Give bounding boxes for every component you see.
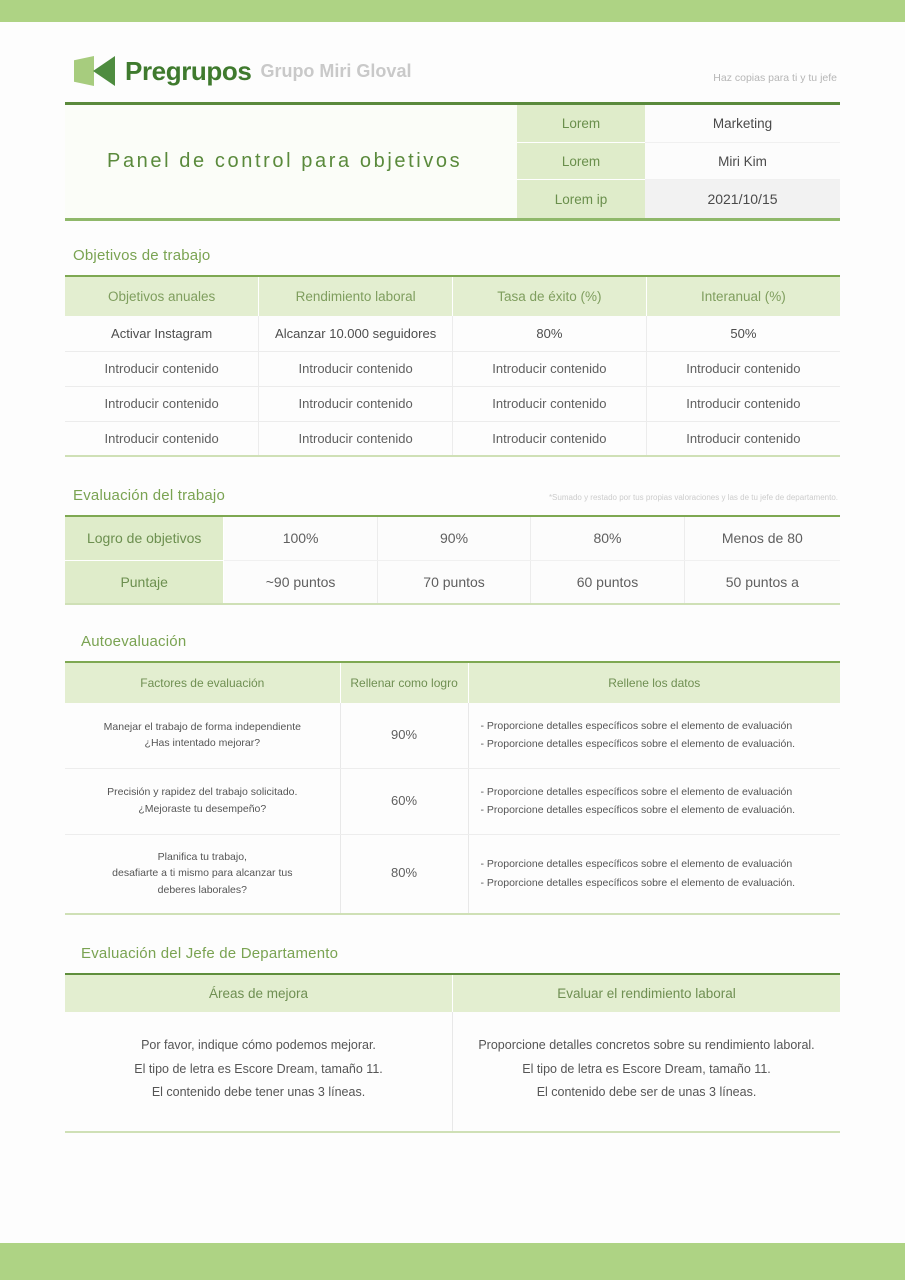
column-header: Interanual (%) [646, 276, 840, 316]
table-cell[interactable]: Introducir contenido [65, 421, 259, 456]
table-cell[interactable]: 80% [453, 316, 647, 351]
meta-key: Lorem [517, 105, 645, 143]
column-header: Rellene los datos [468, 662, 840, 703]
column-header: Factores de evaluación [65, 662, 340, 703]
table-cell[interactable]: 60 puntos [531, 560, 684, 604]
performance-eval-cell[interactable] [453, 1012, 841, 1132]
meta-value[interactable]: Miri Kim [645, 143, 840, 181]
table-cell[interactable]: 90% [377, 516, 530, 560]
section-heading-row [65, 487, 840, 504]
meta-value-date[interactable]: 2021/10/15 [645, 180, 840, 218]
factor-line: Manejar el trabajo de forma independiente [103, 720, 301, 733]
table-cell[interactable]: Introducir contenido [453, 351, 647, 386]
factor-line: desafiarte a ti mismo para alcanzar tus [112, 867, 293, 880]
content-line: Proporcione detalles concretos sobre su rendimiento laboral. [478, 1037, 815, 1052]
column-header: Evaluar el rendimiento laboral [453, 974, 841, 1012]
table-cell[interactable]: ~90 puntos [224, 560, 377, 604]
meta-row [517, 105, 840, 143]
section-heading-boss-eval: Evaluación del Jefe de Departamento [81, 944, 339, 962]
table-cell[interactable]: 70 puntos [377, 560, 530, 604]
meta-table [517, 105, 840, 218]
section-heading-work-eval: Evaluación del trabajo [73, 487, 225, 504]
table-row [65, 1012, 840, 1132]
meta-key: Lorem [517, 143, 645, 181]
table-row [65, 421, 840, 456]
achievement-value[interactable]: 90% [340, 703, 468, 768]
table-cell[interactable]: Introducir contenido [453, 421, 647, 456]
detail-line: - Proporcione detalles específicos sobre el elemento de evaluación [480, 858, 793, 871]
document-body [0, 22, 905, 1243]
content-line: El tipo de letra es Escore Dream, tamaño 11. [522, 1061, 771, 1076]
table-cell[interactable]: Menos de 80 [684, 516, 840, 560]
evaluation-details[interactable] [468, 703, 840, 768]
meta-row [517, 180, 840, 218]
meta-value[interactable]: Marketing [645, 105, 840, 143]
factor-line: ¿Mejoraste tu desempeño? [138, 803, 267, 816]
work-eval-table [65, 515, 840, 605]
table-cell[interactable]: 80% [531, 516, 684, 560]
evaluation-details[interactable] [468, 834, 840, 914]
section-goals [65, 247, 840, 457]
detail-line: - Proporcione detalles específicos sobre el elemento de evaluación. [480, 876, 796, 889]
table-cell[interactable]: Introducir contenido [259, 386, 453, 421]
table-cell[interactable]: 50 puntos a [684, 560, 840, 604]
table-cell[interactable]: 100% [224, 516, 377, 560]
brand-header [65, 22, 840, 88]
brand-subtitle: Grupo Miri Gloval [260, 60, 412, 81]
detail-line: - Proporcione detalles específicos sobre el elemento de evaluación [480, 785, 793, 798]
table-row [65, 386, 840, 421]
table-row [65, 834, 840, 914]
table-cell[interactable]: Introducir contenido [259, 421, 453, 456]
meta-key: Lorem ip [517, 180, 645, 218]
table-cell[interactable]: 50% [646, 316, 840, 351]
evaluation-details[interactable] [468, 768, 840, 834]
evaluation-factor[interactable] [65, 768, 340, 834]
table-cell[interactable]: Introducir contenido [453, 386, 647, 421]
table-row [65, 560, 840, 604]
section-heading-self-eval: Autoevaluación [81, 633, 187, 650]
improvement-areas-cell[interactable] [65, 1012, 453, 1132]
table-row [65, 768, 840, 834]
table-cell[interactable]: Alcanzar 10.000 seguidores [259, 316, 453, 351]
factor-line: Precisión y rapidez del trabajo solicitado. [107, 786, 298, 799]
column-header: Tasa de éxito (%) [453, 276, 647, 316]
column-header: Áreas de mejora [65, 974, 453, 1012]
table-header-row [65, 276, 840, 316]
detail-line: - Proporcione detalles específicos sobre el elemento de evaluación. [480, 738, 796, 751]
top-accent-bar [0, 0, 905, 22]
section-boss-eval [65, 945, 840, 1133]
detail-line: - Proporcione detalles específicos sobre el elemento de evaluación. [480, 804, 796, 817]
detail-line: - Proporcione detalles específicos sobre el elemento de evaluación [480, 720, 793, 732]
self-eval-table [65, 661, 840, 915]
table-cell[interactable]: Introducir contenido [646, 351, 840, 386]
table-cell[interactable]: Activar Instagram [65, 316, 259, 351]
table-row [65, 351, 840, 386]
brand-name: Pregrupos [125, 56, 252, 86]
evaluation-factor[interactable] [65, 834, 340, 914]
bottom-accent-bar [0, 1243, 905, 1280]
content-line: Por favor, indique cómo podemos mejorar. [141, 1037, 376, 1052]
boss-eval-table [65, 973, 840, 1133]
section-self-eval [65, 633, 840, 915]
section-heading-goals: Objetivos de trabajo [73, 247, 211, 264]
table-row [65, 516, 840, 560]
table-cell[interactable]: Introducir contenido [259, 351, 453, 386]
work-eval-footnote: *Sumado y restado por tus propias valoraciones y las de tu jefe de departamento. [548, 493, 838, 502]
factor-line: ¿Has intentado mejorar? [144, 737, 261, 750]
achievement-value[interactable]: 60% [340, 768, 468, 834]
column-header: Rendimiento laboral [259, 276, 453, 316]
table-cell[interactable]: Introducir contenido [65, 351, 259, 386]
goals-table [65, 275, 840, 457]
table-row [65, 703, 840, 768]
factor-line: Planifica tu trabajo, [157, 850, 247, 863]
table-cell[interactable]: Introducir contenido [646, 386, 840, 421]
table-row [65, 316, 840, 351]
evaluation-factor[interactable] [65, 703, 340, 768]
achievement-value[interactable]: 80% [340, 834, 468, 914]
column-header: Objetivos anuales [65, 276, 259, 316]
page-title: Panel de control para objetivos [107, 150, 463, 172]
meta-row [517, 143, 840, 181]
content-line: El contenido debe tener unas 3 líneas. [151, 1085, 366, 1100]
table-cell[interactable]: Introducir contenido [646, 421, 840, 456]
section-work-eval [65, 487, 840, 605]
column-header: Rellenar como logro [340, 662, 468, 703]
brand-left-group [74, 54, 411, 88]
factor-line: deberes laborales? [157, 884, 247, 897]
table-header-row [65, 662, 840, 703]
table-cell[interactable]: Introducir contenido [65, 386, 259, 421]
title-block [65, 102, 840, 221]
content-line: El contenido debe ser de unas 3 líneas. [536, 1085, 757, 1100]
folder-logo-icon [74, 54, 116, 88]
table-header-row [65, 974, 840, 1012]
copy-note: Haz copias para ti y tu jefe [713, 72, 837, 84]
row-header: Puntaje [65, 560, 224, 604]
title-area [65, 105, 517, 218]
content-line: El tipo de letra es Escore Dream, tamaño 11. [134, 1061, 383, 1076]
row-header: Logro de objetivos [65, 516, 224, 560]
